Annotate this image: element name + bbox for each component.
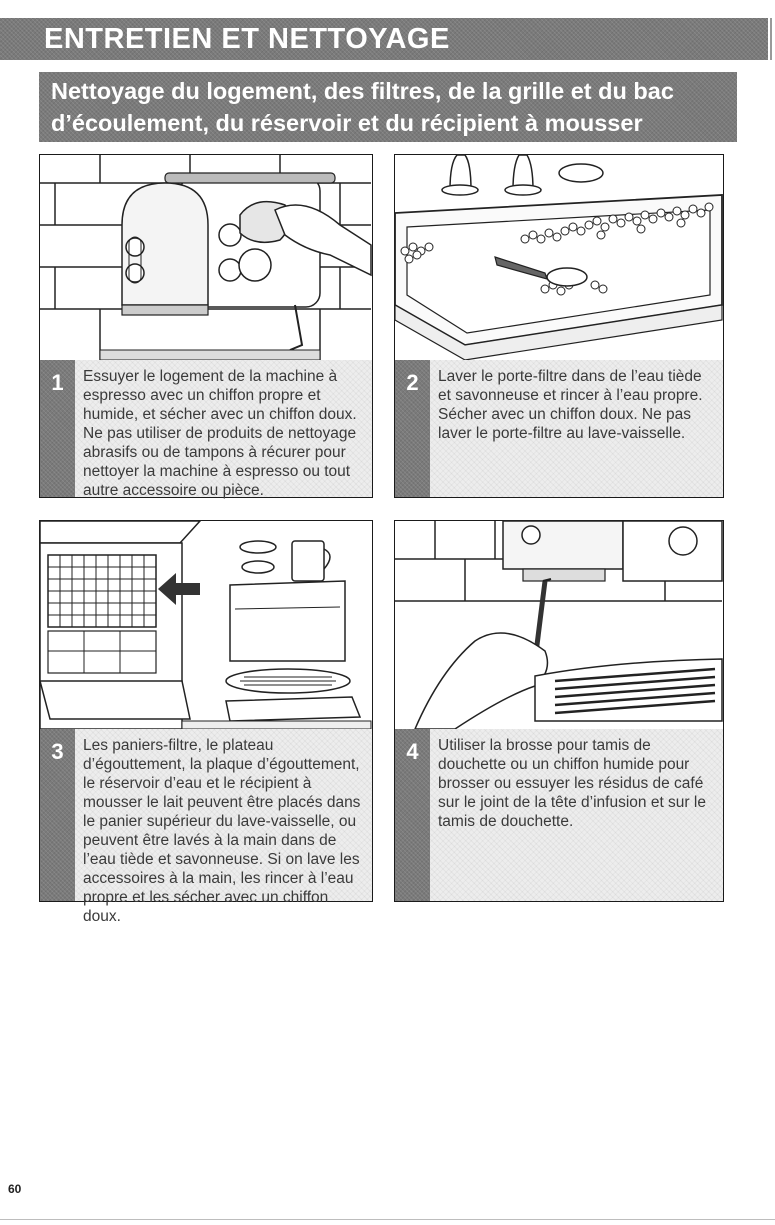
step-text: Utiliser la brosse pour tamis de douchette ou un chiffon humide pour brosser ou essuyer les résidus de café sur le joint de la tête d’infusion et sur le tamis de douchette.: [438, 737, 706, 830]
brush-brewhead-icon: [395, 521, 722, 729]
step-caption-3: [40, 729, 372, 925]
step-number: 1: [51, 370, 64, 395]
subheader-line-1: Nettoyage du logement, des filtres, de la grille et du bac: [51, 78, 674, 104]
section-title: ENTRETIEN ET NETTOYAGE: [44, 23, 450, 55]
step-panel-1: [39, 154, 373, 498]
header-edge-rule: [770, 18, 772, 60]
step-panel-2: [394, 154, 724, 498]
illustration-wipe-housing: [40, 155, 372, 361]
step-text: Les paniers-filtre, le plateau d’égouttement, la plaque d’égouttement, le réservoir d’eau et le récipient à mousser le lait peuvent être placés dans le panier supérieur du lave-vaisselle, ou peuvent être lavés à la main dans de l’eau tiède et savonneuse. Si on lave les accessoires à la main, les rincer à l’eau propre et les sécher avec un chiffon doux.: [83, 737, 361, 925]
bottom-rule: [0, 1219, 775, 1220]
step-panel-3: [39, 520, 373, 925]
sink-portafilter-icon: [395, 155, 722, 360]
espresso-machine-wipe-icon: [40, 155, 371, 360]
illustration-dishwasher-accessories: [40, 521, 372, 730]
step-number: 3: [51, 739, 64, 764]
step-caption-1: [40, 360, 372, 497]
illustration-wash-portafilter: [395, 155, 723, 361]
step-caption-2: [395, 360, 723, 497]
step-number: 2: [406, 370, 419, 395]
step-panel-4: [394, 520, 724, 902]
step-number-strip: [40, 729, 75, 901]
step-number-strip: [395, 729, 430, 901]
step-number-strip: [40, 360, 75, 497]
page-number: 60: [8, 1182, 22, 1196]
step-number-strip: [395, 360, 430, 497]
step-number: 4: [406, 739, 419, 764]
step-caption-4: [395, 729, 723, 901]
dishwasher-parts-icon: [40, 521, 371, 729]
step-text: Essuyer le logement de la machine à espresso avec un chiffon propre et humide, et sécher avec un chiffon doux. Ne pas utiliser de produits de nettoyage abrasifs ou de tampons à récurer pour nettoyer la machine à espresso ou tout autre accessoire ou pièce.: [83, 368, 357, 499]
illustration-brush-brew-head: [395, 521, 723, 730]
subheader-box: [39, 72, 737, 142]
step-text: Laver le porte-filtre dans de l’eau tiède et savonneuse et rincer à l’eau propre. Sécher avec un chiffon doux. Ne pas laver le porte-filtre au lave-vaisselle.: [438, 368, 703, 442]
subheader-line-2: d’écoulement, du réservoir et du récipient à mousser: [51, 110, 643, 136]
